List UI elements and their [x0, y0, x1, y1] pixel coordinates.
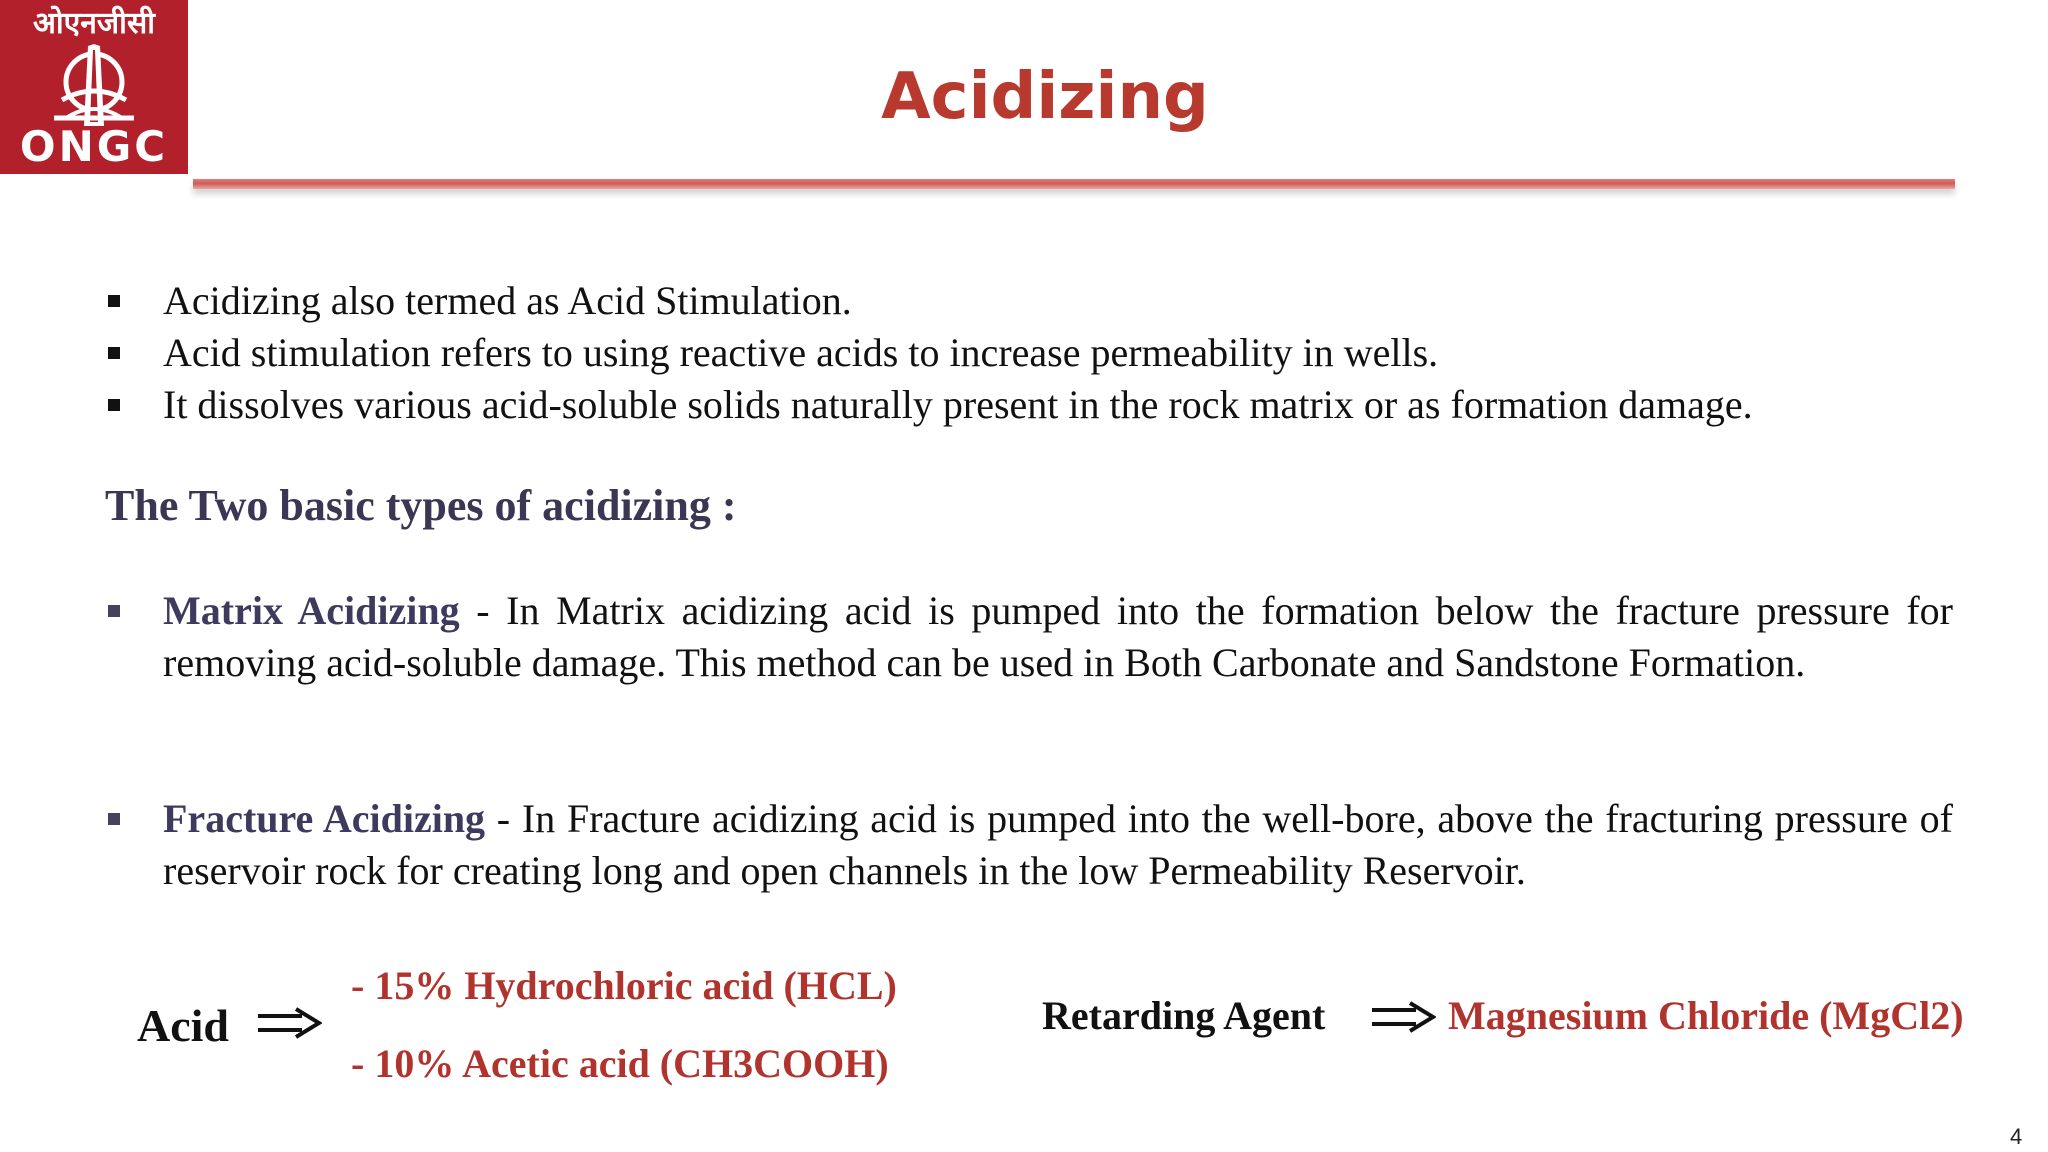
bullet-text: Acid stimulation refers to using reactive acids to increase permeability in wells.	[163, 330, 1439, 375]
square-bullet-icon	[108, 295, 120, 307]
logo-ongc-text: ONGC	[19, 122, 169, 171]
section-heading: The Two basic types of acidizing :	[105, 481, 737, 530]
square-bullet-icon	[108, 399, 120, 411]
acid-options	[351, 960, 897, 1090]
matrix-acidizing-description: - In Matrix acidizing acid is pumped into the formation below the fracture pressure for removing acid-soluble damage. This method can be used in Both Carbonate and Sandstone Formation.	[163, 588, 1953, 685]
list-item	[100, 275, 1753, 327]
square-bullet-icon	[108, 605, 120, 617]
ongc-logo	[0, 0, 188, 174]
fracture-acidizing-paragraph	[163, 793, 1953, 897]
double-right-arrow-icon	[256, 1006, 322, 1040]
title-divider	[193, 179, 1955, 189]
retarding-agent-label: Retarding Agent	[1042, 993, 1326, 1038]
double-right-arrow-icon	[1370, 1000, 1436, 1034]
page-number: 4	[2010, 1124, 2023, 1149]
retarding-agent-value: Magnesium Chloride (MgCl2)	[1448, 993, 1964, 1038]
slide-title: Acidizing	[881, 60, 1209, 134]
bullet-text: Acidizing also termed as Acid Stimulation.	[163, 278, 852, 323]
matrix-acidizing-item	[100, 585, 1953, 689]
acid-option-hcl: - 15% Hydrochloric acid (HCL)	[351, 963, 897, 1008]
list-item	[100, 379, 1753, 431]
fracture-acidizing-name: Fracture Acidizing	[163, 796, 486, 841]
oil-derrick-emblem-icon	[44, 42, 144, 130]
bullet-text: It dissolves various acid-soluble solids naturally present in the rock matrix or as formation damage.	[163, 382, 1753, 427]
list-item	[100, 327, 1753, 379]
intro-bullet-list	[100, 275, 1753, 431]
fracture-acidizing-description: - In Fracture acidizing acid is pumped into the well-bore, above the fracturing pressure of reservoir rock for creating long and open channels in the low Permeability Reservoir.	[163, 796, 1953, 893]
logo-hindi-text: ओएनजीसी	[32, 6, 155, 41]
matrix-acidizing-name: Matrix Acidizing	[163, 588, 460, 633]
matrix-acidizing-paragraph	[163, 585, 1953, 689]
acid-option-acetic: - 10% Acetic acid (CH3COOH)	[351, 1041, 889, 1086]
fracture-acidizing-item	[100, 793, 1953, 897]
square-bullet-icon	[108, 347, 120, 359]
square-bullet-icon	[108, 813, 120, 825]
acid-label: Acid	[137, 1000, 229, 1051]
